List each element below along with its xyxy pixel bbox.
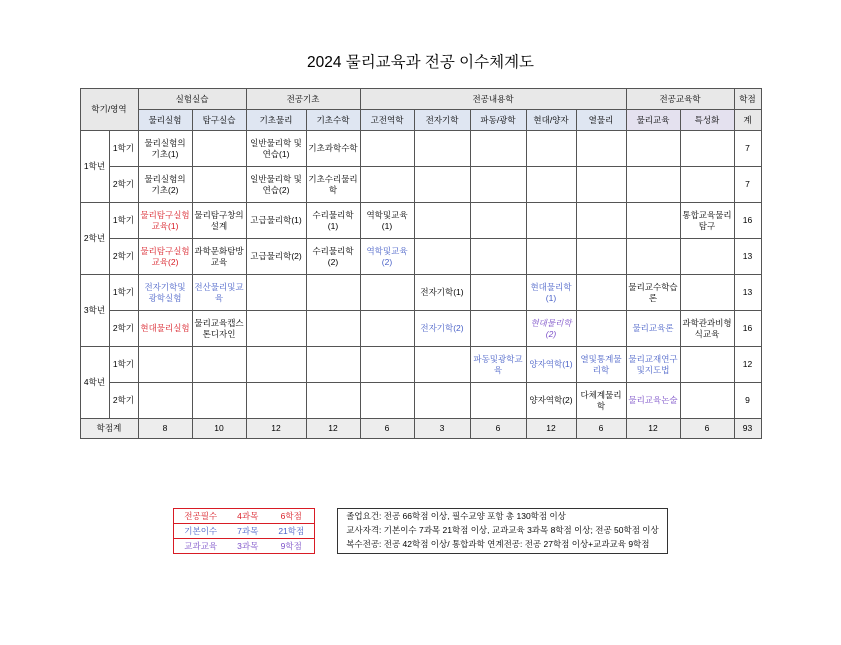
empty-cell <box>576 311 626 347</box>
col-header-basic-math: 기초수학 <box>306 110 360 131</box>
total-thermal-physics: 6 <box>576 419 626 439</box>
total-modern-quantum: 12 <box>526 419 576 439</box>
course-physics-lab: 물리탐구실험교육(2) <box>138 239 192 275</box>
empty-cell <box>360 311 414 347</box>
course-electromagnetism: 전자기학(1) <box>414 275 470 311</box>
requirements-notes <box>337 508 668 554</box>
group-header-content: 전공내용학 <box>360 89 626 110</box>
legend-credits: 9학점 <box>268 539 314 554</box>
semester-label: 1학기 <box>109 131 138 167</box>
total-classical-mechanics: 6 <box>360 419 414 439</box>
legend-name: 기본이수 <box>174 524 227 539</box>
group-header-experiment: 실험실습 <box>138 89 246 110</box>
legend-credits: 21학점 <box>268 524 314 539</box>
total-waves-optics: 6 <box>470 419 526 439</box>
total-basic-math: 12 <box>306 419 360 439</box>
table-total-row <box>80 419 761 439</box>
note-graduation: 졸업요건: 전공 66학점 이상, 필수교양 포함 총 130학점 이상 <box>346 511 566 521</box>
empty-cell <box>306 383 360 419</box>
empty-cell <box>360 383 414 419</box>
year-label: 4학년 <box>80 347 109 419</box>
empty-cell <box>414 383 470 419</box>
course-classical-mechanics: 역학및교육(1) <box>360 203 414 239</box>
col-header-electromagnetism: 전자기학 <box>414 110 470 131</box>
empty-cell <box>576 239 626 275</box>
empty-cell <box>680 347 734 383</box>
empty-cell <box>680 131 734 167</box>
course-waves-optics: 파동및광학교육 <box>470 347 526 383</box>
empty-cell <box>360 275 414 311</box>
row-credit-total: 12 <box>734 347 761 383</box>
course-basic-physics: 일반물리학 및연습(1) <box>246 131 306 167</box>
legend-row <box>174 509 315 524</box>
total-electromagnetism: 3 <box>414 419 470 439</box>
empty-cell <box>680 275 734 311</box>
semester-label: 2학기 <box>109 167 138 203</box>
table-group-header-row <box>80 89 761 110</box>
empty-cell <box>414 203 470 239</box>
empty-cell <box>138 347 192 383</box>
empty-cell <box>192 383 246 419</box>
total-physics-education: 12 <box>626 419 680 439</box>
course-basic-physics: 고급물리학(1) <box>246 203 306 239</box>
empty-cell <box>246 311 306 347</box>
empty-cell <box>626 203 680 239</box>
group-header-pedagogy: 전공교육학 <box>626 89 734 110</box>
table-row <box>80 347 761 383</box>
table-row <box>80 239 761 275</box>
empty-cell <box>306 347 360 383</box>
empty-cell <box>680 167 734 203</box>
credit-header-top: 학점 <box>734 89 761 110</box>
total-physics-lab: 8 <box>138 419 192 439</box>
table-column-header-row <box>80 110 761 131</box>
row-credit-total: 16 <box>734 311 761 347</box>
empty-cell <box>526 239 576 275</box>
semester-label: 1학기 <box>109 203 138 239</box>
empty-cell <box>470 131 526 167</box>
course-physics-education: 물리교수학습론 <box>626 275 680 311</box>
course-inquiry-practice: 전산물리및교육 <box>192 275 246 311</box>
note-double-major: 복수전공: 전공 42학점 이상/ 통합과학 연계전공: 전공 27학점 이상+교과교육 9학점 <box>346 539 650 549</box>
empty-cell <box>414 239 470 275</box>
empty-cell <box>470 167 526 203</box>
empty-cell <box>576 203 626 239</box>
course-electromagnetism: 전자기학(2) <box>414 311 470 347</box>
footer-area <box>0 508 841 554</box>
empty-cell <box>138 383 192 419</box>
empty-cell <box>470 383 526 419</box>
course-inquiry-practice: 과학문화탐방교육 <box>192 239 246 275</box>
legend-name: 교과교육 <box>174 539 227 554</box>
course-basic-physics: 고급물리학(2) <box>246 239 306 275</box>
note-certification: 교사자격: 기본이수 7과목 21학점 이상, 교과교육 3과목 8학점 이상; 전공 50학점 이상 <box>346 525 659 535</box>
empty-cell <box>360 167 414 203</box>
course-basic-math: 기초과학수학 <box>306 131 360 167</box>
total-basic-physics: 12 <box>246 419 306 439</box>
empty-cell <box>306 311 360 347</box>
empty-cell <box>414 131 470 167</box>
col-header-waves-optics: 파동/광학 <box>470 110 526 131</box>
empty-cell <box>246 275 306 311</box>
course-basic-math: 수리물리학(1) <box>306 203 360 239</box>
row-credit-total: 13 <box>734 275 761 311</box>
legend-name: 전공필수 <box>174 509 227 524</box>
course-physics-education: 물리교재연구및지도법 <box>626 347 680 383</box>
empty-cell <box>626 131 680 167</box>
course-specialization: 통합교육물리탐구 <box>680 203 734 239</box>
empty-cell <box>626 239 680 275</box>
col-header-physics-education: 물리교육 <box>626 110 680 131</box>
empty-cell <box>192 167 246 203</box>
empty-cell <box>246 347 306 383</box>
course-physics-education: 물리교육논술 <box>626 383 680 419</box>
total-label: 학점계 <box>80 419 138 439</box>
course-basic-math: 기초수리물리학 <box>306 167 360 203</box>
course-physics-lab: 전자기학및 광학실험 <box>138 275 192 311</box>
row-credit-total: 9 <box>734 383 761 419</box>
course-thermal-physics: 다체계물리학 <box>576 383 626 419</box>
credit-header-bottom: 계 <box>734 110 761 131</box>
empty-cell <box>414 347 470 383</box>
row-credit-total: 16 <box>734 203 761 239</box>
legend-row <box>174 524 315 539</box>
legend-row <box>174 539 315 554</box>
course-physics-lab: 물리실험의 기초(1) <box>138 131 192 167</box>
table-row <box>80 311 761 347</box>
course-physics-lab: 현대물리실험 <box>138 311 192 347</box>
page-title: 2024 물리교육과 전공 이수체계도 <box>306 54 535 71</box>
empty-cell <box>360 347 414 383</box>
semester-label: 1학기 <box>109 347 138 383</box>
empty-cell <box>526 131 576 167</box>
empty-cell <box>360 131 414 167</box>
course-modern-quantum: 양자역학(2) <box>526 383 576 419</box>
empty-cell <box>470 203 526 239</box>
year-label: 1학년 <box>80 131 109 203</box>
course-physics-lab: 물리실험의 기초(2) <box>138 167 192 203</box>
row-credit-total: 7 <box>734 131 761 167</box>
col-header-classical-mechanics: 고전역학 <box>360 110 414 131</box>
empty-cell <box>470 275 526 311</box>
legend-courses: 7과목 <box>227 524 268 539</box>
col-header-thermal-physics: 열물리 <box>576 110 626 131</box>
empty-cell <box>246 383 306 419</box>
total-credits: 93 <box>734 419 761 439</box>
table-row <box>80 383 761 419</box>
course-modern-quantum: 현대물리학(2) <box>526 311 576 347</box>
course-modern-quantum: 양자역학(1) <box>526 347 576 383</box>
course-classical-mechanics: 역학및교육(2) <box>360 239 414 275</box>
course-basic-physics: 일반물리학 및연습(2) <box>246 167 306 203</box>
empty-cell <box>470 239 526 275</box>
course-inquiry-practice: 물리교육캡스톤디자인 <box>192 311 246 347</box>
empty-cell <box>626 167 680 203</box>
empty-cell <box>470 311 526 347</box>
empty-cell <box>576 131 626 167</box>
course-specialization: 과학관과비형식교육 <box>680 311 734 347</box>
table-row <box>80 203 761 239</box>
empty-cell <box>680 239 734 275</box>
col-header-physics-lab: 물리실험 <box>138 110 192 131</box>
row-credit-total: 7 <box>734 167 761 203</box>
empty-cell <box>192 131 246 167</box>
empty-cell <box>576 275 626 311</box>
course-physics-lab: 물리탐구실험교육(1) <box>138 203 192 239</box>
empty-cell <box>526 167 576 203</box>
course-thermal-physics: 열및통계물리학 <box>576 347 626 383</box>
col-header-modern-quantum: 현대/양자 <box>526 110 576 131</box>
empty-cell <box>306 275 360 311</box>
year-label: 2학년 <box>80 203 109 275</box>
table-row <box>80 275 761 311</box>
semester-label: 2학기 <box>109 383 138 419</box>
empty-cell <box>192 347 246 383</box>
corner-label: 학기/영역 <box>80 89 138 131</box>
table-row <box>80 167 761 203</box>
col-header-specialization: 특성화 <box>680 110 734 131</box>
semester-label: 2학기 <box>109 311 138 347</box>
group-header-basic: 전공기초 <box>246 89 360 110</box>
empty-cell <box>576 167 626 203</box>
empty-cell <box>680 383 734 419</box>
legend-courses: 4과목 <box>227 509 268 524</box>
year-label: 3학년 <box>80 275 109 347</box>
legend-table <box>173 508 315 554</box>
col-header-basic-physics: 기초물리 <box>246 110 306 131</box>
curriculum-table <box>80 88 762 439</box>
semester-label: 2학기 <box>109 239 138 275</box>
total-specialization: 6 <box>680 419 734 439</box>
legend-courses: 3과목 <box>227 539 268 554</box>
course-physics-education: 물리교육론 <box>626 311 680 347</box>
semester-label: 1학기 <box>109 275 138 311</box>
total-inquiry-practice: 10 <box>192 419 246 439</box>
row-credit-total: 13 <box>734 239 761 275</box>
col-header-inquiry-practice: 탐구실습 <box>192 110 246 131</box>
empty-cell <box>526 203 576 239</box>
empty-cell <box>414 167 470 203</box>
table-row <box>80 131 761 167</box>
course-basic-math: 수리물리학(2) <box>306 239 360 275</box>
legend-credits: 6학점 <box>268 509 314 524</box>
course-inquiry-practice: 물리탐구창의설계 <box>192 203 246 239</box>
course-modern-quantum: 현대물리학(1) <box>526 275 576 311</box>
